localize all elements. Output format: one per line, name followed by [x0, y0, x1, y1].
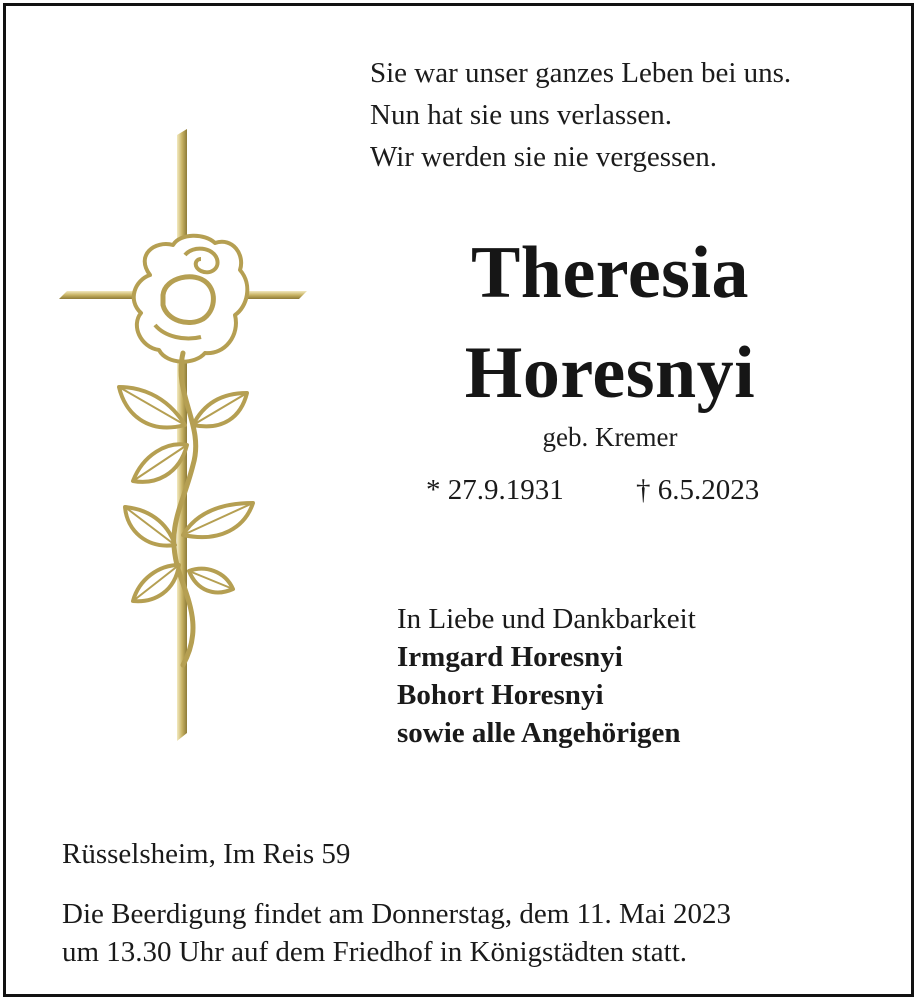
deceased-last-name: Horesnyi — [464, 332, 756, 414]
rose-head — [134, 236, 248, 362]
mourner-name: Bohort Horesnyi — [397, 679, 604, 711]
cross-with-rose-icon — [55, 125, 315, 745]
funeral-line: um 13.30 Uhr auf dem Friedhof in Königstädten statt. — [62, 936, 688, 968]
motto-line: Sie war unser ganzes Leben bei uns. — [370, 57, 792, 89]
motto-line: Nun hat sie uns verlassen. — [370, 99, 673, 131]
mourner-name: sowie alle Angehörigen — [397, 717, 681, 749]
funeral-line: Die Beerdigung findet am Donnerstag, dem 11. Mai 2023 — [62, 898, 731, 930]
motto-line: Wir werden sie nie vergessen. — [370, 141, 717, 173]
deceased-first-name: Theresia — [470, 232, 750, 314]
motto-verse — [370, 52, 791, 178]
cross-vertical-beam — [177, 129, 187, 741]
mourners-block — [397, 600, 696, 752]
address: Rüsselsheim, Im Reis 59 — [62, 838, 351, 870]
funeral-notice — [62, 895, 731, 971]
maiden-name: geb. Kremer — [542, 422, 678, 452]
birth-date: * 27.9.1931 — [426, 474, 564, 506]
death-date: † 6.5.2023 — [636, 474, 760, 506]
mourners-intro: In Liebe und Dankbarkeit — [397, 603, 696, 635]
mourner-name: Irmgard Horesnyi — [397, 641, 623, 673]
